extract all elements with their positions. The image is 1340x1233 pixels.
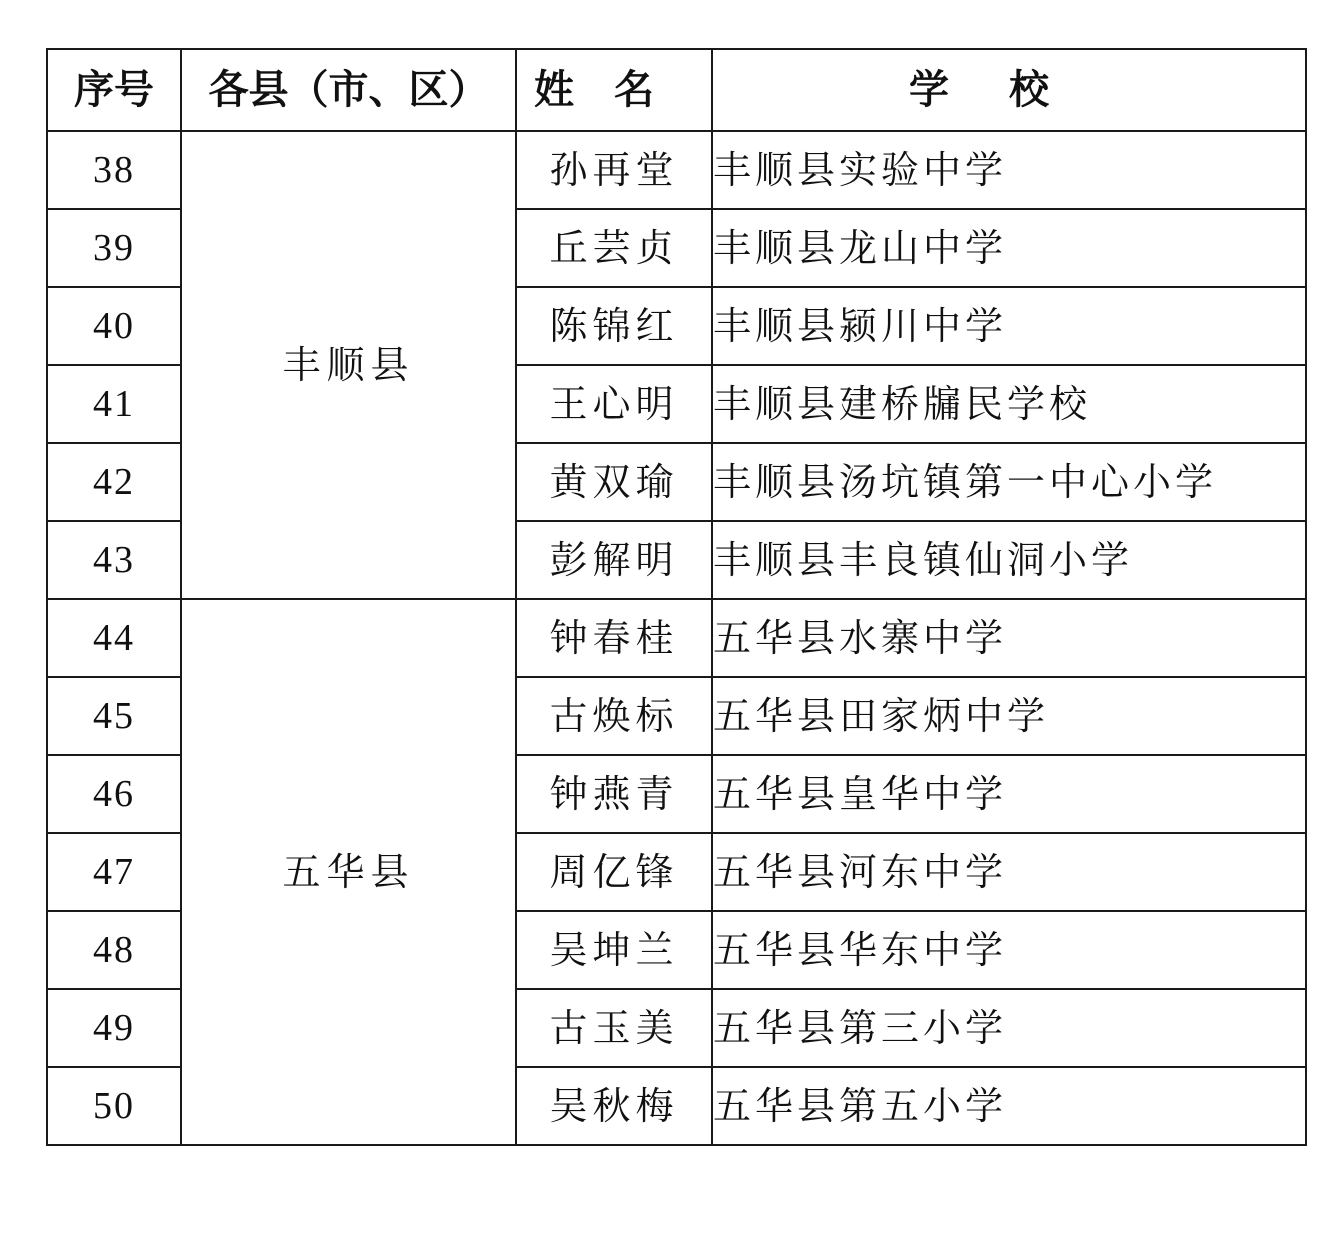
row-school: 五华县第五小学 <box>712 1067 1306 1145</box>
header-name: 姓名 <box>516 49 712 131</box>
row-name: 古玉美 <box>516 989 712 1067</box>
row-name: 古焕标 <box>516 677 712 755</box>
row-index: 43 <box>47 521 181 599</box>
row-name: 孙再堂 <box>516 131 712 209</box>
row-name: 周亿锋 <box>516 833 712 911</box>
row-index: 40 <box>47 287 181 365</box>
row-name: 钟燕青 <box>516 755 712 833</box>
row-name: 彭解明 <box>516 521 712 599</box>
row-name: 钟春桂 <box>516 599 712 677</box>
header-county: 各县（市、区） <box>181 49 516 131</box>
row-index: 38 <box>47 131 181 209</box>
row-index: 45 <box>47 677 181 755</box>
county-cell: 丰顺县 <box>181 131 516 599</box>
row-school: 五华县田家炳中学 <box>712 677 1306 755</box>
roster-table <box>46 48 1307 1146</box>
row-name: 吴坤兰 <box>516 911 712 989</box>
row-index: 41 <box>47 365 181 443</box>
row-index: 48 <box>47 911 181 989</box>
row-name: 黄双瑜 <box>516 443 712 521</box>
row-index: 49 <box>47 989 181 1067</box>
row-school: 丰顺县汤坑镇第一中心小学 <box>712 443 1306 521</box>
row-index: 47 <box>47 833 181 911</box>
row-school: 丰顺县建桥牖民学校 <box>712 365 1306 443</box>
row-school: 丰顺县颍川中学 <box>712 287 1306 365</box>
header-index: 序号 <box>47 49 181 131</box>
header-row <box>47 49 1306 131</box>
row-school: 五华县河东中学 <box>712 833 1306 911</box>
row-index: 39 <box>47 209 181 287</box>
row-school: 丰顺县实验中学 <box>712 131 1306 209</box>
row-index: 44 <box>47 599 181 677</box>
header-school: 学校 <box>712 49 1306 131</box>
row-school: 五华县皇华中学 <box>712 755 1306 833</box>
row-index: 50 <box>47 1067 181 1145</box>
row-school: 丰顺县丰良镇仙洞小学 <box>712 521 1306 599</box>
row-name: 丘芸贞 <box>516 209 712 287</box>
row-name: 陈锦红 <box>516 287 712 365</box>
row-name: 王心明 <box>516 365 712 443</box>
row-school: 五华县水寨中学 <box>712 599 1306 677</box>
table-row <box>47 599 1306 677</box>
row-school: 五华县第三小学 <box>712 989 1306 1067</box>
county-cell: 五华县 <box>181 599 516 1145</box>
row-school: 五华县华东中学 <box>712 911 1306 989</box>
row-name: 吴秋梅 <box>516 1067 712 1145</box>
row-index: 42 <box>47 443 181 521</box>
table-row <box>47 131 1306 209</box>
row-school: 丰顺县龙山中学 <box>712 209 1306 287</box>
row-index: 46 <box>47 755 181 833</box>
